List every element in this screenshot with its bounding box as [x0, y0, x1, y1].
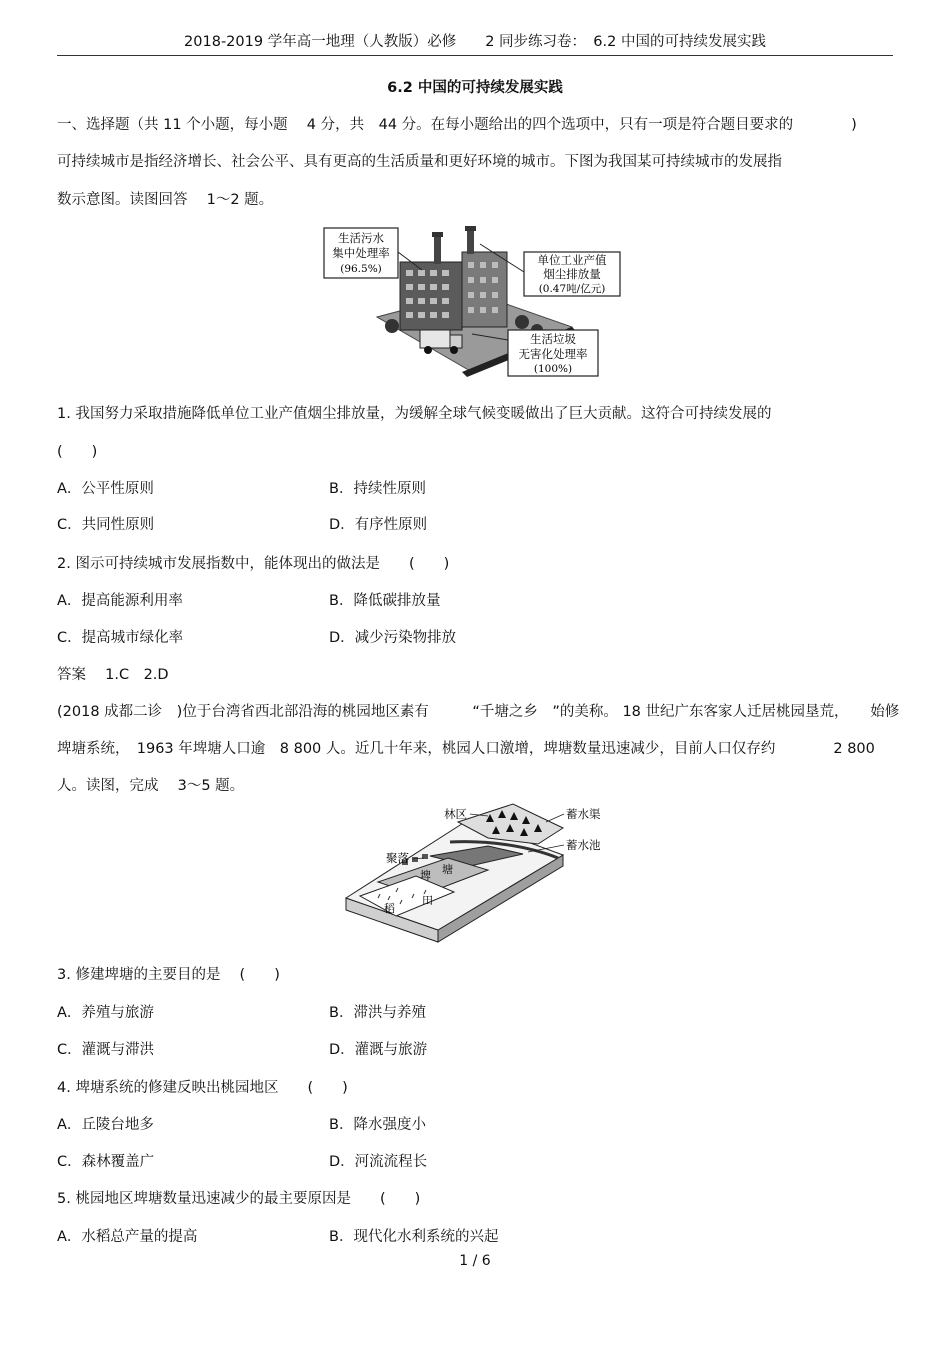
answer-line: 答案 1.C 2.D [57, 667, 169, 683]
q4-option-b: B．降水强度小 [329, 1117, 426, 1133]
q4-option-d: D．河流流程长 [329, 1154, 428, 1170]
label-dao: 稻 [384, 902, 395, 915]
q3-stem: 3. 修建埤塘的主要目的是 ( ) [57, 967, 280, 983]
q5-option-a: A．水稻总产量的提高 [57, 1229, 198, 1245]
label-tang: 塘 [442, 863, 453, 876]
page-number: 1 / 6 [459, 1253, 491, 1269]
figure-sustainable-city [322, 222, 627, 380]
chimney-right [467, 230, 474, 254]
q4-stem: 4. 埤塘系统的修建反映出桃园地区 ( ) [57, 1080, 348, 1096]
label-sewage-1: 生活污水 [338, 231, 384, 245]
q1-option-a: A．公平性原则 [57, 481, 154, 497]
q2-stem: 2. 图示可持续城市发展指数中，能体现出的做法是 ( ) [57, 556, 450, 572]
label-village: 聚落 [386, 851, 409, 865]
header-rule [57, 55, 893, 56]
label-pond: 蓄水池 [566, 838, 601, 852]
page-title: 6.2 中国的可持续发展实践 [387, 80, 563, 96]
tree [385, 319, 399, 333]
q4-option-c: C．森林覆盖广 [57, 1154, 155, 1170]
q3-option-b: B．滞洪与养殖 [329, 1005, 426, 1021]
page-header: 2018-2019 学年高一地理（人教版）必修 2 同步练习卷： 6.2 中国的可持续发展实践 [184, 34, 766, 50]
q3-option-a: A．养殖与旅游 [57, 1005, 154, 1021]
q5-stem: 5. 桃园地区埤塘数量迅速减少的最主要原因是 ( ) [57, 1191, 421, 1207]
q2-option-a: A．提高能源利用率 [57, 593, 183, 609]
intro2-line1: (2018 成都二诊 )位于台湾省西北部沿海的桃园地区素有 “千塘之乡 ”的美称。 18 世纪广东客家人迁居桃园垦荒， 始修 [57, 704, 900, 720]
label-smoke-3: (0.47吨/亿元) [538, 283, 606, 295]
q3-option-d: D．灌溉与旅游 [329, 1042, 428, 1058]
label-sewage-3: (96.5%) [340, 263, 382, 275]
label-pi: 埤 [420, 869, 431, 882]
tree [515, 315, 529, 329]
label-smoke-2: 烟尘排放量 [543, 267, 601, 281]
label-garbage-1: 生活垃圾 [530, 332, 576, 346]
label-canal: 蓄水渠 [566, 807, 601, 821]
chimney-left [434, 236, 441, 264]
intro2-line2: 埤塘系统， 1963 年埤塘人口逾 8 800 人。近几十年来，桃园人口激增，埤塘数量迅速减少，目前人口仅存约 2 800 [57, 741, 875, 757]
intro1-line1: 可持续城市是指经济增长、社会公平、具有更高的生活质量和更好环境的城市。下图为我国某可持续城市的发展指 [57, 154, 782, 170]
q2-option-b: B．降低碳排放量 [329, 593, 441, 609]
q2-option-c: C．提高城市绿化率 [57, 630, 184, 646]
q1-option-b: B．持续性原则 [329, 481, 426, 497]
label-smoke-1: 单位工业产值 [537, 253, 607, 267]
label-sewage-2: 集中处理率 [332, 246, 390, 260]
q4-option-a: A．丘陵台地多 [57, 1117, 154, 1133]
intro1-line2: 数示意图。读图回答 1～2 题。 [57, 192, 274, 208]
label-garbage-3: (100%) [533, 363, 573, 375]
garbage-truck [420, 330, 450, 348]
section-heading: 一、选择题（共 11 个小题，每小题 4 分，共 44 分。在每小题给出的四个选项中，只有一项是符合题目要求的 ) [57, 117, 857, 133]
q2-option-d: D．减少污染物排放 [329, 630, 457, 646]
q5-option-b: B．现代化水利系统的兴起 [329, 1229, 499, 1245]
label-forest: 林区 [444, 807, 467, 821]
label-tian: 田 [422, 894, 433, 907]
q1-option-c: C．共同性原则 [57, 517, 155, 533]
q1-paren: ( ) [57, 444, 98, 460]
intro2-line3: 人。读图，完成 3～5 题。 [57, 778, 245, 794]
q1-stem: 1. 我国努力采取措施降低单位工业产值烟尘排放量，为缓解全球气候变暖做出了巨大贡献。这符合可持续发展的 [57, 406, 772, 422]
figure-pond-system [338, 800, 618, 946]
q3-option-c: C．灌溉与滞洪 [57, 1042, 155, 1058]
label-garbage-2: 无害化处理率 [518, 347, 588, 361]
q1-option-d: D．有序性原则 [329, 517, 428, 533]
